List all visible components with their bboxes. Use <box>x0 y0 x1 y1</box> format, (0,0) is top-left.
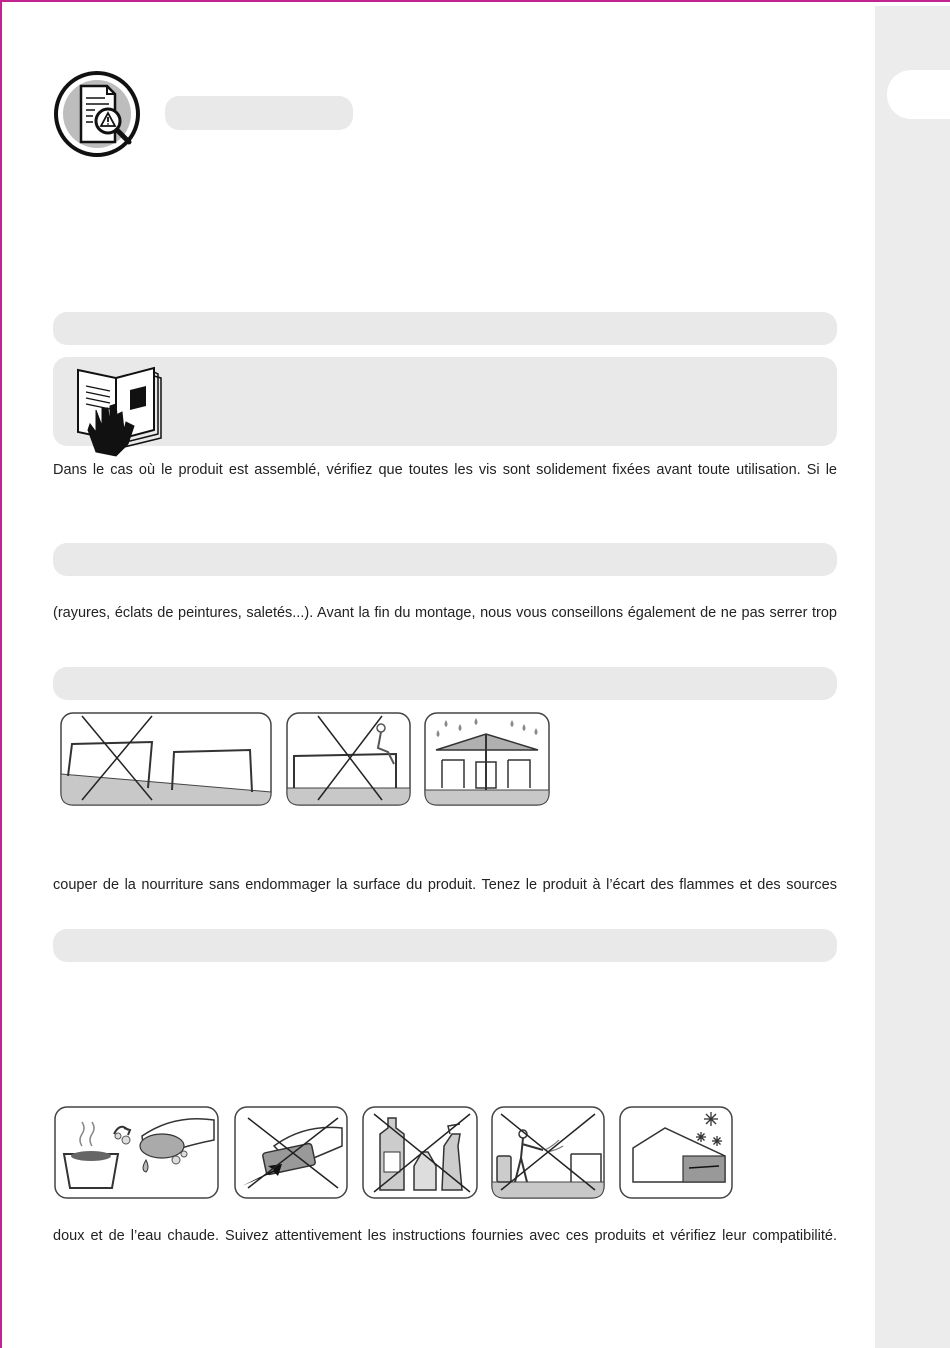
no-abrasive-sponge-icon <box>234 1106 348 1199</box>
body-text-line-3: couper de la nourriture sans endommager la surface du produit. Tenez le produit à l’écart des flammes et des sources <box>53 877 837 893</box>
winter-storage-icon <box>619 1106 733 1199</box>
sidebar-tab <box>887 70 950 119</box>
section-bar-2 <box>53 543 837 576</box>
document-warning-magnifier-icon <box>53 70 145 160</box>
soapy-water-cleaning-icon <box>54 1106 219 1199</box>
sidebar-strip <box>875 6 950 1348</box>
section-bar-4 <box>53 929 837 962</box>
no-pressure-washer-icon <box>491 1106 605 1199</box>
no-sitting-on-table-icon <box>286 712 411 806</box>
no-chemical-products-icon <box>362 1106 478 1199</box>
manual-panel <box>53 357 837 446</box>
body-text-line-4: doux et de l’eau chaude. Suivez attentivement les instructions fournies avec ces produits et vérifiez leur compatibilité. <box>53 1228 837 1244</box>
section-bar-1 <box>53 312 837 345</box>
read-manual-icon <box>72 364 164 460</box>
body-text-line-1: Dans le cas où le produit est assemblé, vérifiez que toutes les vis sont solidement fixées avant toute utilisation. Si le <box>53 462 837 478</box>
uneven-ground-icon <box>60 712 272 806</box>
parasol-rain-icon <box>424 712 550 806</box>
title-bar <box>165 96 353 130</box>
body-text-line-2: (rayures, éclats de peintures, saletés...). Avant la fin du montage, nous vous conseillons également de ne pas serrer trop <box>53 605 837 621</box>
section-bar-3 <box>53 667 837 700</box>
